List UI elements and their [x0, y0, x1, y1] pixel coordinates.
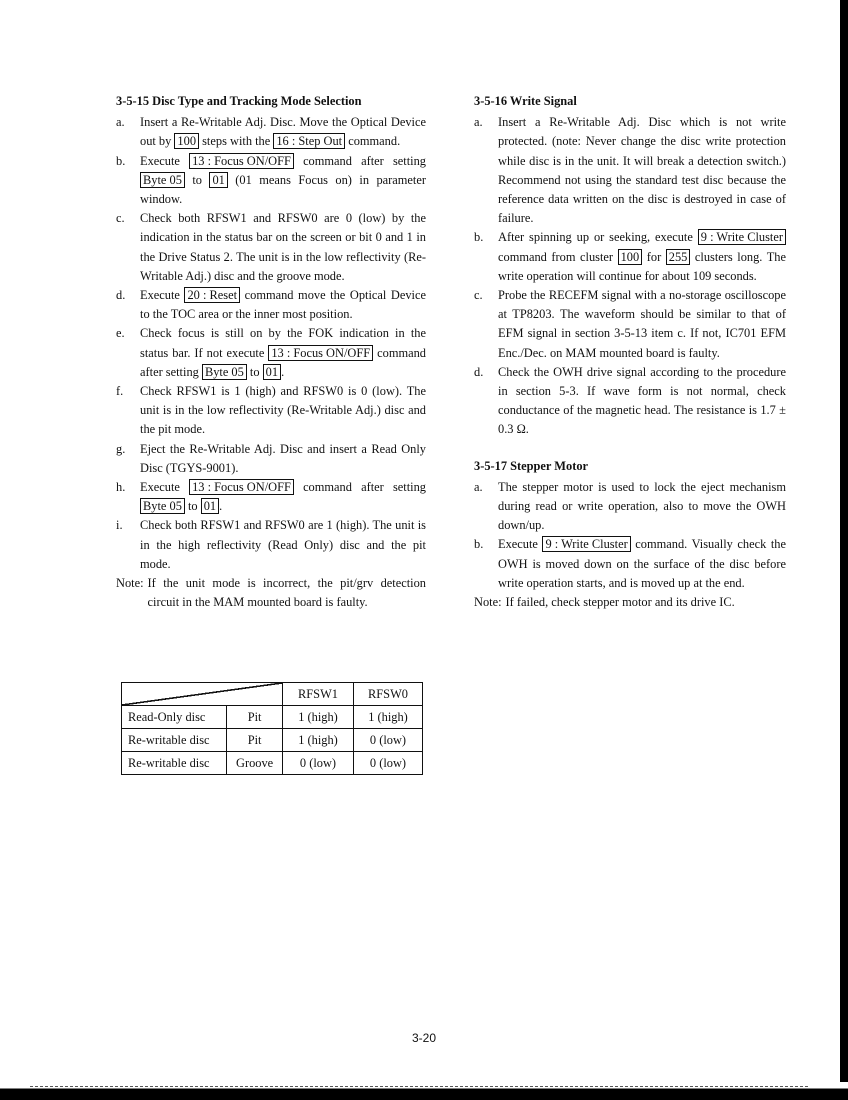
- command-box: 255: [666, 249, 691, 265]
- command-box: 9 : Write Cluster: [698, 229, 786, 245]
- step-b: b. After spinning up or seeking, execute 9 : Write Cluster command from cluster 100 for 255 clusters long. The write operation will continue for about 109 seconds.: [474, 230, 786, 283]
- page-number: 3-20: [411, 1031, 437, 1045]
- command-box: 9 : Write Cluster: [542, 536, 630, 552]
- table-row: Re-writable disc Groove 0 (low) 0 (low): [122, 752, 423, 775]
- command-box: 13 : Focus ON/OFF: [268, 345, 373, 361]
- step-c: c. Probe the RECEFM signal with a no-storage oscilloscope at TP8203. The waveform should be similar to that of EFM signal in section 3-5-13 item c. If not, IC701 EFM Enc./Dec. on MAM mounted board is faulty.: [474, 288, 786, 360]
- table-corner-diagonal: [122, 683, 283, 706]
- command-box: Byte 05: [202, 364, 247, 380]
- step-a: a. Insert a Re-Writable Adj. Disc. Move the Optical Device out by 100 steps with the 16 : Step Out command.: [116, 115, 426, 149]
- command-box: Byte 05: [140, 172, 185, 188]
- note-left: Note: If the unit mode is incorrect, the pit/grv detection circuit in the MAM mounted board is faulty.: [116, 576, 426, 610]
- scan-edge-right: [840, 0, 848, 1100]
- section-title-3-5-17: 3-5-17 Stepper Motor: [474, 458, 589, 473]
- command-box: 100: [174, 133, 199, 149]
- command-box: 100: [618, 249, 643, 265]
- step-h: h. Execute 13 : Focus ON/OFF command after setting Byte 05 to 01 .: [116, 480, 427, 514]
- step-c: c. Check both RFSW1 and RFSW0 are 0 (low) by the indication in the status bar on the screen or bit 0 and 1 in the Drive Status 2. The unit is in the low reflectivity (Re-Writable Adj.) disc and the groove mode.: [116, 211, 426, 283]
- step-d: d. Execute 20 : Reset command move the Optical Device to the TOC area or the inner most position.: [116, 288, 426, 322]
- step-g: g. Eject the Re-Writable Adj. Disc and insert a Read Only Disc (TGYS-9001).: [116, 441, 426, 475]
- command-box: 01: [263, 364, 281, 380]
- step-a: a. Insert a Re-Writable Adj. Disc which is not write protected. (note: Never change the disc write protection while disc is in the unit. It will break a detection switch.) Recommend not using the standard test disc because the reference data written on the disc is destroyed in case of failure.: [474, 115, 786, 226]
- left-column: [116, 92, 426, 612]
- section-title-3-5-15: 3-5-15 Disc Type and Tracking Mode Selection: [116, 94, 362, 108]
- command-box: 01: [209, 172, 227, 188]
- step-i: i. Check both RFSW1 and RFSW0 are 1 (high). The unit is in the high reflectivity (Read Only) disc and the pit mode.: [116, 518, 426, 571]
- section-title-3-5-16: 3-5-16 Write Signal: [474, 94, 577, 108]
- command-box: 16 : Step Out: [273, 133, 345, 149]
- table-row: Read-Only disc Pit 1 (high) 1 (high): [122, 706, 423, 729]
- scan-edge-bottom: [0, 1082, 848, 1100]
- command-box: Byte 05: [140, 498, 185, 514]
- disc-mode-table: [121, 682, 423, 775]
- step-e: e. Check focus is still on by the FOK indication in the status bar. If not execute 13 : Focus ON/OFF command after setting Byte 05 to 01 .: [116, 326, 426, 379]
- table-header-row: [122, 683, 423, 706]
- command-box: 20 : Reset: [184, 287, 240, 303]
- step-d: d. Check the OWH drive signal according to the procedure in section 5-3. If wave form is not normal, check conductance of the magnetic head. The resistance is 1.7 ± 0.3 Ω.: [474, 364, 786, 437]
- right-column: [474, 92, 786, 612]
- command-box: 01: [201, 498, 219, 514]
- command-box: 13 : Focus ON/OFF: [189, 153, 294, 169]
- command-box: 13 : Focus ON/OFF: [189, 479, 294, 495]
- table-header: RFSW1: [283, 683, 354, 706]
- note-right: Note: If failed, check stepper motor and its drive IC.: [474, 595, 735, 610]
- table-header: RFSW0: [354, 683, 423, 706]
- scan-dash-line: [30, 1086, 808, 1088]
- step-a: a. The stepper motor is used to lock the eject mechanism during read or write operation, also to move the OWH down/up.: [474, 479, 786, 533]
- step-b: b. Execute 13 : Focus ON/OFF command after setting Byte 05 to 01 (01 means Focus on) in parameter window.: [116, 153, 427, 207]
- table-row: Re-writable disc Pit 1 (high) 0 (low): [122, 729, 423, 752]
- step-f: f. Check RFSW1 is 1 (high) and RFSW0 is 0 (low). The unit is in the low reflectivity (Re-Writable Adj.) disc and the pit mode.: [116, 384, 426, 437]
- step-b: b. Execute 9 : Write Cluster command. Visually check the OWH is moved down on the surface of the disc before write operation starts, and is moved up at the end.: [474, 537, 786, 590]
